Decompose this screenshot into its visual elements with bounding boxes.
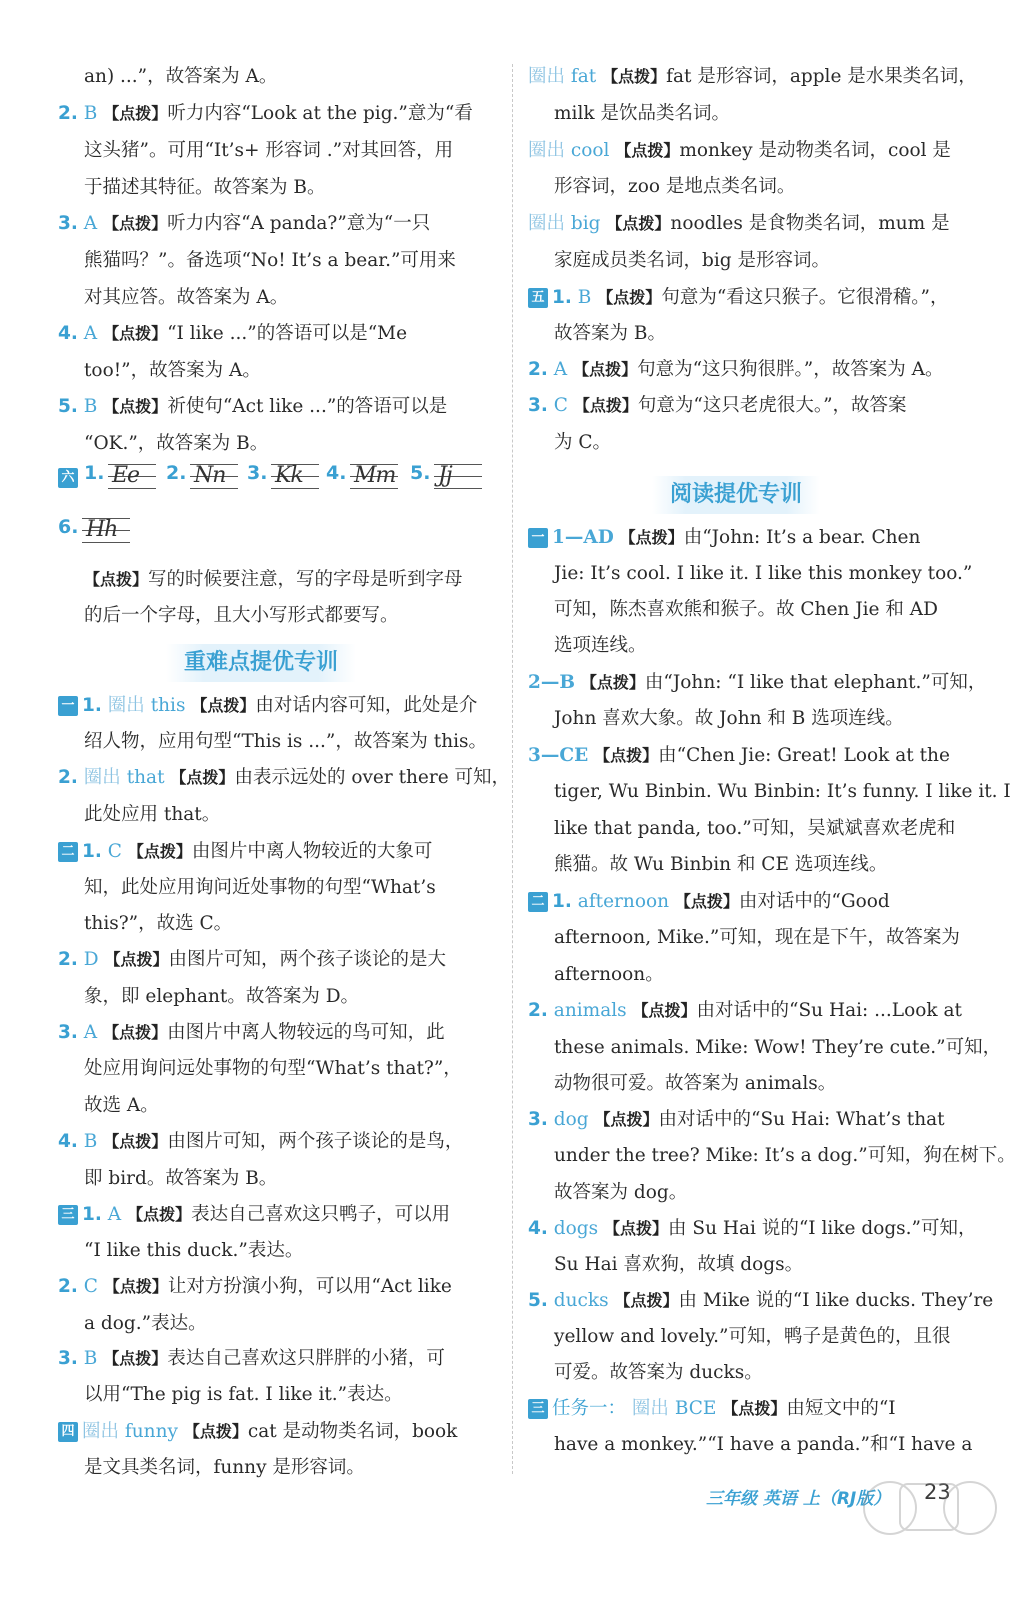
hint-tag: 【点拨】 — [594, 1110, 659, 1129]
answer-item — [528, 670, 986, 696]
answer-item — [528, 1288, 993, 1314]
hint-text: 听力内容“Look at the pig.”意为“看 — [167, 103, 473, 124]
answer-item — [58, 211, 430, 237]
hint-text: 句意为“这只老虎很大。”，故答案 — [637, 395, 907, 416]
answer-value: fat — [570, 66, 597, 87]
hint-tag: 【点拨】 — [103, 1023, 168, 1042]
section-badge: 三 — [58, 1205, 78, 1225]
hint-tag: 【点拨】 — [573, 396, 638, 415]
handwriting-item — [84, 456, 168, 496]
answer-value: BCE — [674, 1398, 717, 1419]
text-line: 熊猫。故 Wu Binbin 和 CE 选项连线。 — [554, 854, 888, 875]
section-badge: 二 — [58, 842, 78, 862]
hint-tag: 【点拨】 — [573, 360, 638, 379]
answer-value: C — [107, 841, 122, 862]
answer-item — [528, 285, 948, 311]
answer-item — [58, 1274, 452, 1300]
text-line: 象，即 elephant。故答案为 D。 — [84, 986, 360, 1007]
circle-label: 圈出 — [83, 767, 121, 788]
hint-tag: 【点拨】 — [103, 1132, 168, 1151]
text-line: 此处应用 that。 — [84, 804, 221, 825]
circle-label: 圈出 — [107, 695, 145, 716]
answer-value: A — [83, 1022, 98, 1043]
answer-value: animals — [553, 1000, 627, 1021]
footer-label: 三年级 英语 上（RJ版） — [706, 1489, 891, 1509]
hint-text: 由对话中的“Su Hai: What’s that — [658, 1109, 945, 1130]
answer-item — [528, 1107, 945, 1133]
answer-item — [528, 357, 944, 383]
hint-text: 由对话中的“Good — [738, 891, 890, 912]
writing-lines — [108, 456, 156, 496]
text-line: 绍人物，应用句型“This is ...”，故答案为 this。 — [84, 731, 488, 752]
text-line: 家庭成员类名词，big 是形容词。 — [554, 250, 830, 271]
text-line: 动物很可爱。故答案为 animals。 — [554, 1073, 837, 1094]
item-number: 4. — [528, 1218, 548, 1239]
handwriting-item — [58, 510, 142, 550]
item-number: 2—B — [528, 672, 576, 693]
answer-item — [528, 889, 890, 915]
answer-value: C — [83, 1276, 98, 1297]
item-number: 2. — [58, 1276, 78, 1297]
answer-value: afternoon — [577, 891, 670, 912]
section-badge: 六 — [58, 468, 78, 488]
hint-tag: 【点拨】 — [674, 892, 739, 911]
answer-value: B — [577, 287, 592, 308]
text-line: these animals. Mike: Wow! They’re cute.”可知， — [554, 1037, 1002, 1058]
text-line: afternoon。 — [554, 964, 664, 985]
handwriting-item — [166, 456, 250, 496]
text-line: have a monkey.”“I have a panda.”和“I have a — [554, 1434, 973, 1455]
hint-text: 由短文中的“I — [786, 1398, 896, 1419]
circle-label: 圈出 — [528, 213, 566, 234]
hint-text: monkey 是动物类名词，cool 是 — [679, 140, 951, 161]
answer-item — [58, 1419, 457, 1445]
hint-text: 由图片中离人物较远的鸟可知，此 — [167, 1022, 445, 1043]
item-number: 1. — [82, 695, 102, 716]
hint-text: 句意为“这只狗很胖。”，故答案为 A。 — [637, 359, 944, 380]
item-number: 3. — [528, 395, 548, 416]
hint-tag: 【点拨】 — [606, 214, 671, 233]
item-number: 4. — [58, 1131, 78, 1152]
answer-value: A — [83, 323, 98, 344]
answer-item — [528, 998, 962, 1024]
hint-tag: 【点拨】 — [103, 397, 168, 416]
text-line: 是文具类名词，funny 是形容词。 — [84, 1457, 365, 1478]
item-number: 1. — [82, 841, 102, 862]
answer-item — [58, 693, 477, 719]
handwriting-item — [326, 456, 410, 496]
hint-tag: 【点拨】 — [170, 768, 235, 787]
hint-text: 由 Mike 说的“I like ducks. They’re — [678, 1290, 994, 1311]
hint-tag: 【点拨】 — [604, 1219, 669, 1238]
text-line: Su Hai 喜欢狗，故填 dogs。 — [554, 1254, 804, 1275]
handwriting-item — [410, 456, 494, 496]
text-line: 可爱。故答案为 ducks。 — [554, 1362, 763, 1383]
item-number: 3. — [58, 1022, 78, 1043]
answer-value: cool — [570, 140, 610, 161]
text-line: 的后一个字母，且大小写形式都要写。 — [84, 605, 399, 626]
item-number: 1—AD — [552, 527, 614, 548]
hint-tag: 【点拨】 — [597, 288, 662, 307]
hint-tag: 【点拨】 — [602, 67, 667, 86]
hint-text: noodles 是食物类名词，mum 是 — [670, 213, 950, 234]
hint-tag: 【点拨】 — [127, 842, 192, 861]
text-line: too!”，故答案为 A。 — [84, 360, 261, 381]
hint-text: 祈使句“Act like ...”的答语可以是 — [167, 396, 448, 417]
answer-item — [58, 394, 447, 420]
task-label: 任务一： — [552, 1398, 627, 1419]
answer-item — [58, 1020, 445, 1046]
hint-tag: 【点拨】 — [191, 696, 256, 715]
hint-text: 由“John: “I like that elephant.”可知， — [644, 672, 987, 693]
answer-value: dog — [553, 1109, 589, 1130]
text-line — [84, 567, 463, 593]
handwriting-item — [247, 456, 331, 496]
hint-tag: 【点拨】 — [619, 528, 684, 547]
hint-tag: 【点拨】 — [594, 746, 659, 765]
text-line: tiger, Wu Binbin. Wu Binbin: It’s funny. I like it. I — [554, 781, 1011, 802]
text-line: a dog.”表达。 — [84, 1313, 207, 1334]
item-number: 1. — [552, 891, 572, 912]
answer-item — [528, 393, 907, 419]
text-line: 即 bird。故答案为 B。 — [84, 1168, 278, 1189]
hint-text: 写的时候要注意，写的字母是听到字母 — [148, 569, 463, 590]
answer-value: dogs — [553, 1218, 599, 1239]
text-line: milk 是饮品类名词。 — [554, 103, 730, 124]
hint-text: fat 是形容词，apple 是水果类名词， — [666, 66, 977, 87]
hint-text: 表达自己喜欢这只胖胖的小猪，可 — [167, 1348, 445, 1369]
answer-value: B — [83, 1131, 98, 1152]
text-line: 故答案为 dog。 — [554, 1182, 688, 1203]
hint-text: 由图片可知，两个孩子谈论的是大 — [168, 949, 447, 970]
section-badge: 四 — [58, 1422, 78, 1442]
hint-text: 句意为“看这只猴子。它很滑稽。”， — [661, 287, 949, 308]
text-line: 处应用询问远处事物的句型“What’s that?”， — [84, 1058, 462, 1079]
item-number: 4. — [58, 323, 78, 344]
text-line: 于描述其特征。故答案为 B。 — [84, 177, 326, 198]
hint-text: 由图片可知，两个孩子谈论的是鸟， — [167, 1131, 464, 1152]
answer-value: big — [570, 213, 601, 234]
hint-text: cat 是动物类名词，book — [247, 1421, 458, 1442]
text-line: an) ...”，故答案为 A。 — [84, 66, 278, 87]
item-number: 3. — [58, 213, 78, 234]
text-line: “OK.”，故答案为 B。 — [84, 433, 269, 454]
hint-text: 听力内容“A panda?”意为“一只 — [167, 213, 431, 234]
answer-value: B — [83, 396, 98, 417]
answer-item — [58, 321, 407, 347]
answer-item — [58, 101, 473, 127]
section-badge: 五 — [528, 288, 548, 308]
hint-tag: 【点拨】 — [103, 1277, 168, 1296]
text-line: under the tree? Mike: It’s a dog.”可知，狗在树下。 — [554, 1145, 1016, 1166]
hint-text: 表达自己喜欢这只鸭子，可以用 — [191, 1204, 451, 1225]
hint-tag: 【点拨】 — [722, 1399, 787, 1418]
writing-lines — [190, 456, 238, 496]
text-line: 对其应答。故答案为 A。 — [84, 287, 289, 308]
item-number: 2. — [58, 949, 78, 970]
text-line: 熊猫吗？”。备选项“No! It’s a bear.”可用来 — [84, 250, 456, 271]
hint-tag: 【点拨】 — [183, 1422, 248, 1441]
hint-tag: 【点拨】 — [104, 950, 169, 969]
text-line: this?”，故选 C。 — [84, 913, 233, 934]
item-number: 2. — [528, 1000, 548, 1021]
handwritten-letters: Ee — [112, 463, 140, 488]
answer-item — [528, 211, 950, 237]
item-number: 2. — [166, 462, 187, 484]
hint-text: 由图片中离人物较近的大象可 — [191, 841, 433, 862]
hint-text: 由“Chen Jie: Great! Look at the — [658, 745, 950, 766]
answer-item — [528, 525, 920, 551]
item-number: 3. — [247, 462, 268, 484]
text-line: 知，此处应用询问近处事物的句型“What’s — [84, 877, 436, 898]
hint-tag: 【点拨】 — [632, 1001, 697, 1020]
hint-text: 由对话内容可知，此处是介 — [255, 695, 478, 716]
answer-item — [58, 947, 446, 973]
text-line: yellow and lovely.”可知，鸭子是黄色的，且很 — [554, 1326, 951, 1347]
column-divider — [512, 64, 513, 1474]
hint-tag: 【点拨】 — [127, 1205, 192, 1224]
hint-text: 由 Su Hai 说的“I like dogs.”可知， — [668, 1218, 977, 1239]
hint-text: 让对方扮演小狗，可以用“Act like — [167, 1276, 452, 1297]
item-number: 1. — [552, 287, 572, 308]
answer-item — [58, 1346, 445, 1372]
item-number: 1. — [84, 462, 105, 484]
text-line: 形容词，zoo 是地点类名词。 — [554, 176, 796, 197]
hint-text: 由表示远处的 over there 可知， — [234, 767, 511, 788]
section-badge: 三 — [528, 1399, 548, 1419]
handwritten-letters: Hh — [86, 517, 118, 542]
answer-value: A — [553, 359, 568, 380]
section-badge: 二 — [528, 892, 548, 912]
answer-value: D — [83, 949, 99, 970]
circle-label: 圈出 — [528, 140, 566, 161]
text-line: 以用“The pig is fat. I like it.”表达。 — [84, 1384, 403, 1405]
handwritten-letters: Nn — [194, 463, 226, 488]
circle-label: 圈出 — [631, 1398, 669, 1419]
answer-item — [528, 138, 951, 164]
answer-value: this — [150, 695, 186, 716]
answer-item — [58, 1202, 450, 1228]
item-number: 5. — [410, 462, 431, 484]
section-badge: 一 — [58, 696, 78, 716]
hint-tag: 【点拨】 — [84, 570, 149, 589]
item-number: 3—CE — [528, 745, 589, 766]
answer-value: B — [83, 103, 98, 124]
text-line: “I like this duck.”表达。 — [84, 1240, 304, 1261]
circle-label: 圈出 — [528, 66, 566, 87]
hint-tag: 【点拨】 — [614, 1291, 679, 1310]
answer-value: ducks — [553, 1290, 609, 1311]
text-line: 可知，陈杰喜欢熊和猴子。故 Chen Jie 和 AD — [554, 599, 938, 620]
writing-lines — [82, 510, 130, 550]
text-line: John 喜欢大象。故 John 和 B 选项连线。 — [554, 708, 904, 729]
section-badge: 一 — [528, 528, 548, 548]
hint-tag: 【点拨】 — [103, 104, 168, 123]
hint-text: 由对话中的“Su Hai: ...Look at — [696, 1000, 962, 1021]
section-title: 重难点提优专训 — [166, 644, 356, 682]
watermark-logo — [838, 1466, 1018, 1588]
writing-lines — [271, 456, 319, 496]
item-number: 5. — [528, 1290, 548, 1311]
item-number: 3. — [58, 1348, 78, 1369]
answer-value: A — [83, 213, 98, 234]
hint-tag: 【点拨】 — [103, 1349, 168, 1368]
item-number: 6. — [58, 516, 79, 538]
answer-value: A — [107, 1204, 122, 1225]
text-line: like that panda, too.”可知，吴斌斌喜欢老虎和 — [554, 818, 956, 839]
hint-text: 由“John: It’s a bear. Chen — [683, 527, 921, 548]
answer-value: that — [126, 767, 165, 788]
hint-tag: 【点拨】 — [103, 324, 168, 343]
item-number: 5. — [58, 396, 78, 417]
hint-tag: 【点拨】 — [615, 141, 680, 160]
answer-value: C — [553, 395, 568, 416]
circle-label: 圈出 — [82, 1421, 120, 1442]
writing-lines — [434, 456, 482, 496]
text-line: 这头猪”。可用“It’s+ 形容词 .”对其回答，用 — [84, 140, 454, 161]
answer-item — [58, 765, 510, 791]
page-number: 23 — [924, 1480, 951, 1504]
item-number: 2. — [528, 359, 548, 380]
text-line: 故答案为 B。 — [554, 323, 666, 344]
handwritten-letters: Kk — [275, 463, 303, 488]
text-line: afternoon, Mike.”可知，现在是下午，故答案为 — [554, 927, 960, 948]
section-title: 阅读提优专训 — [652, 476, 820, 514]
answer-value: B — [83, 1348, 98, 1369]
handwritten-letters: Mm — [354, 463, 396, 488]
item-number: 1. — [82, 1204, 102, 1225]
answer-item — [58, 1129, 463, 1155]
writing-lines — [350, 456, 398, 496]
hint-text: “I like ...”的答语可以是“Me — [167, 323, 408, 344]
hint-tag: 【点拨】 — [103, 214, 168, 233]
item-number: 2. — [58, 767, 78, 788]
hint-tag: 【点拨】 — [580, 673, 645, 692]
answer-item — [528, 743, 950, 769]
text-line: 故选 A。 — [84, 1095, 159, 1116]
answer-item — [58, 839, 432, 865]
text-line: 选项连线。 — [554, 635, 647, 656]
answer-value: funny — [124, 1421, 178, 1442]
handwritten-letters: Jj — [438, 463, 452, 488]
item-number: 2. — [58, 103, 78, 124]
answer-item — [528, 1216, 977, 1242]
item-number: 4. — [326, 462, 347, 484]
text-line: 为 C。 — [554, 432, 612, 453]
answer-item — [528, 1396, 896, 1422]
answer-item — [528, 64, 977, 90]
text-line: Jie: It’s cool. I like it. I like this monkey too.” — [554, 563, 973, 584]
item-number: 3. — [528, 1109, 548, 1130]
